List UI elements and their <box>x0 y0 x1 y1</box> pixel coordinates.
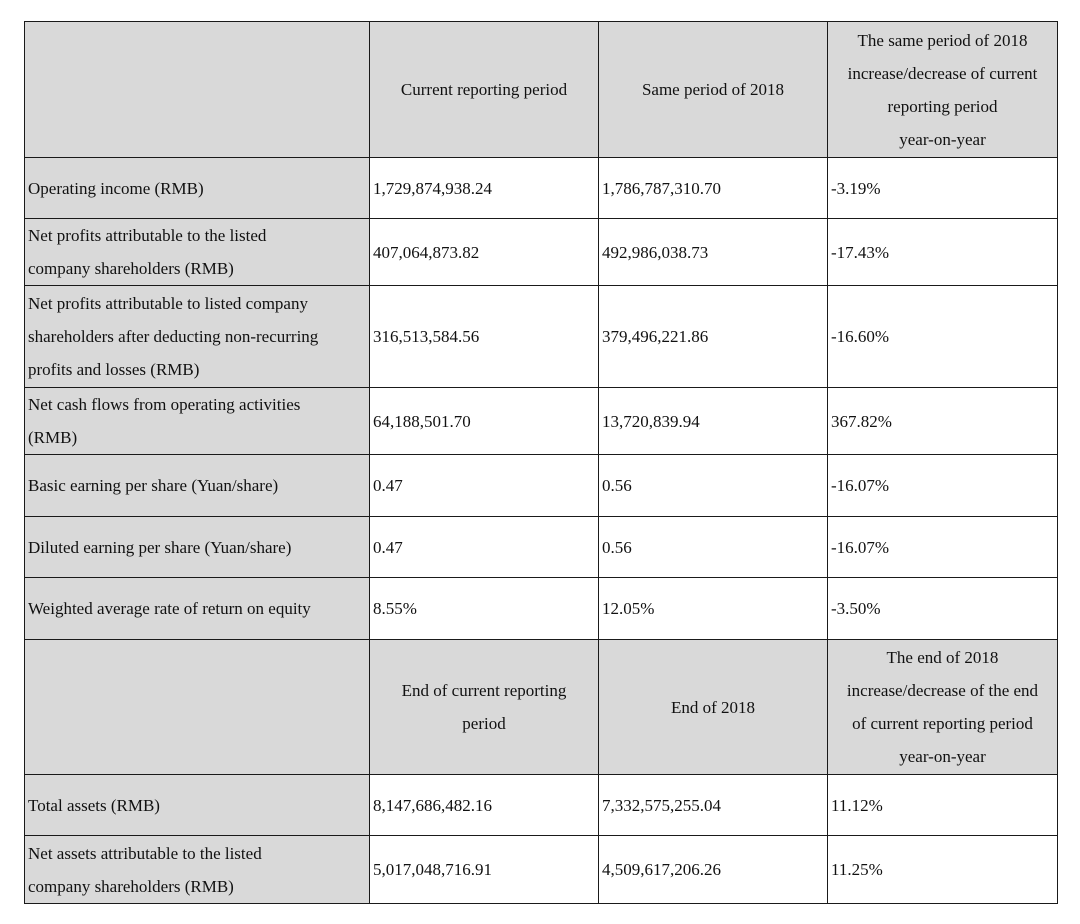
row-label: Total assets (RMB) <box>25 775 370 836</box>
row-label: Net assets attributable to the listed company shareholders (RMB) <box>25 836 370 904</box>
cell-change: 11.25% <box>828 836 1058 904</box>
cell-change: -17.43% <box>828 219 1058 286</box>
header-current-period: Current reporting period <box>370 22 599 158</box>
cell-current: 316,513,584.56 <box>370 286 599 388</box>
cell-prior: 13,720,839.94 <box>599 388 828 455</box>
cell-prior: 4,509,617,206.26 <box>599 836 828 904</box>
row-label: Basic earning per share (Yuan/share) <box>25 455 370 517</box>
cell-change: -16.07% <box>828 517 1058 578</box>
section1-header-row <box>25 22 1058 158</box>
cell-change: 11.12% <box>828 775 1058 836</box>
cell-current: 0.47 <box>370 455 599 517</box>
row-label: Diluted earning per share (Yuan/share) <box>25 517 370 578</box>
table-row <box>25 836 1058 904</box>
table-row <box>25 455 1058 517</box>
header-same-period-2018: Same period of 2018 <box>599 22 828 158</box>
cell-prior: 492,986,038.73 <box>599 219 828 286</box>
cell-change: -16.07% <box>828 455 1058 517</box>
table-row <box>25 388 1058 455</box>
cell-current: 8,147,686,482.16 <box>370 775 599 836</box>
row-label: Net cash flows from operating activities (RMB) <box>25 388 370 455</box>
table-row <box>25 158 1058 219</box>
cell-prior: 1,786,787,310.70 <box>599 158 828 219</box>
cell-prior: 379,496,221.86 <box>599 286 828 388</box>
cell-current: 5,017,048,716.91 <box>370 836 599 904</box>
header-end-change-yoy: The end of 2018 increase/decrease of the end of current reporting period year-on-year <box>828 640 1058 775</box>
header-change-yoy: The same period of 2018 increase/decrease of current reporting period year-on-year <box>828 22 1058 158</box>
cell-prior: 0.56 <box>599 455 828 517</box>
cell-current: 0.47 <box>370 517 599 578</box>
table-row <box>25 219 1058 286</box>
row-label: Net profits attributable to the listed company shareholders (RMB) <box>25 219 370 286</box>
section2-header-row <box>25 640 1058 775</box>
table-row <box>25 775 1058 836</box>
cell-current: 407,064,873.82 <box>370 219 599 286</box>
header-corner-cell <box>25 22 370 158</box>
row-label: Weighted average rate of return on equity <box>25 578 370 640</box>
cell-change: -3.50% <box>828 578 1058 640</box>
row-label: Operating income (RMB) <box>25 158 370 219</box>
row-label: Net profits attributable to listed company shareholders after deducting non-recurring profits and losses (RMB) <box>25 286 370 388</box>
cell-change: -16.60% <box>828 286 1058 388</box>
header-end-current-period: End of current reporting period <box>370 640 599 775</box>
cell-change: 367.82% <box>828 388 1058 455</box>
cell-change: -3.19% <box>828 158 1058 219</box>
cell-prior: 7,332,575,255.04 <box>599 775 828 836</box>
table-row <box>25 578 1058 640</box>
header-corner-cell <box>25 640 370 775</box>
cell-current: 8.55% <box>370 578 599 640</box>
cell-current: 1,729,874,938.24 <box>370 158 599 219</box>
table-row <box>25 517 1058 578</box>
cell-current: 64,188,501.70 <box>370 388 599 455</box>
cell-prior: 0.56 <box>599 517 828 578</box>
cell-prior: 12.05% <box>599 578 828 640</box>
table-row <box>25 286 1058 388</box>
header-end-2018: End of 2018 <box>599 640 828 775</box>
financial-summary-table <box>24 21 1058 904</box>
